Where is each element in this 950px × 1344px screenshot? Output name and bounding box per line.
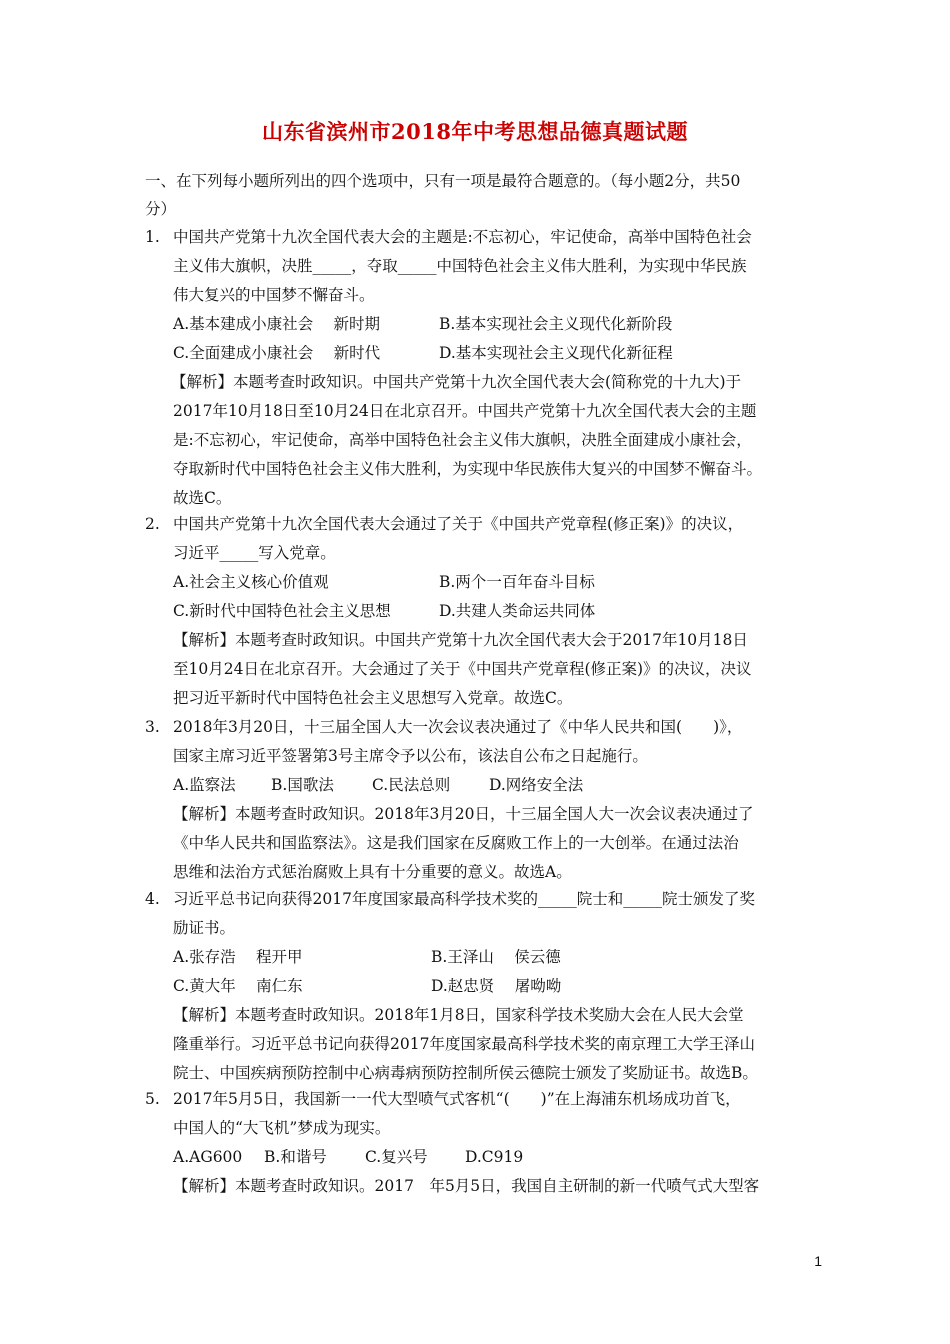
options-row: [173, 339, 817, 368]
page-number: 1: [814, 1253, 822, 1269]
analysis-line: 隆重举行。习近平总书记向获得2017年度国家最高科学技术奖的南京理工大学王泽山: [173, 1035, 755, 1053]
option-c[interactable]: C.复兴号: [365, 1148, 428, 1166]
analysis-line: 至10月24日在北京召开。大会通过了关于《中国共产党章程(修正案)》的决议，决议: [173, 660, 752, 678]
option-a[interactable]: A.社会主义核心价值观: [173, 573, 329, 591]
options-row: [173, 597, 817, 626]
option-c[interactable]: C.黄大年 南仁东: [173, 977, 303, 995]
question-stem-line: 伟大复兴的中国梦不懈奋斗。: [173, 286, 375, 304]
option-c[interactable]: C.新时代中国特色社会主义思想: [173, 602, 391, 620]
option-d[interactable]: D.网络安全法: [489, 776, 584, 794]
option-a[interactable]: A.基本建成小康社会 新时期: [173, 315, 381, 333]
option-c[interactable]: C.全面建成小康社会 新时代: [173, 344, 381, 362]
question-number: 1.: [145, 228, 160, 246]
question-number: 5.: [145, 1090, 160, 1108]
section-line-2: 分）: [145, 200, 177, 218]
option-b[interactable]: B.和谐号: [264, 1148, 327, 1166]
option-b[interactable]: B.国歌法: [271, 776, 334, 794]
question-stem-line: 国家主席习近平签署第3号主席令予以公布，该法自公布之日起施行。: [173, 747, 648, 765]
analysis-line: 故选C。: [173, 489, 232, 507]
analysis-line: 思维和法治方式惩治腐败上具有十分重要的意义。故选A。: [173, 863, 572, 881]
options-row: [173, 568, 817, 597]
analysis-line: 【解析】本题考查时政知识。2018年3月20日，十三届全国人大一次会议表决通过了: [173, 805, 754, 823]
question-stem-line: 习近平总书记向获得2017年度国家最高科学技术奖的_____院士和_____院士颁发了奖: [173, 890, 755, 908]
analysis-line: 《中华人民共和国监察法》。这是我们国家在反腐败工作上的一大创举。在通过法治: [173, 834, 739, 852]
option-d[interactable]: D.基本实现社会主义现代化新征程: [439, 344, 673, 362]
question-stem-line: 中国共产党第十九次全国代表大会的主题是:不忘初心，牢记使命，高举中国特色社会: [173, 228, 752, 246]
analysis-line: 把习近平新时代中国特色社会主义思想写入党章。故选C。: [173, 689, 573, 707]
option-a[interactable]: A.张存浩 程开甲: [173, 948, 303, 966]
option-c[interactable]: C.民法总则: [372, 776, 451, 794]
question-stem-line: 2017年5月5日，我国新一一代大型喷气式客机“( )”在上海浦东机场成功首飞，: [173, 1090, 741, 1108]
question-stem-line: 主义伟大旗帜，决胜_____，夺取_____中国特色社会主义伟大胜利，为实现中华民族: [173, 257, 747, 275]
question-stem-line: 中国共产党第十九次全国代表大会通过了关于《中国共产党章程(修正案)》的决议，: [173, 515, 744, 533]
analysis-line: 夺取新时代中国特色社会主义伟大胜利，为实现中华民族伟大复兴的中国梦不懈奋斗。: [173, 460, 763, 478]
analysis-line: 【解析】本题考查时政知识。2017 年5月5日，我国自主研制的新一代喷气式大型客: [173, 1177, 760, 1195]
option-b[interactable]: B.两个一百年奋斗目标: [439, 573, 595, 591]
question-stem-line: 中国人的“大飞机”梦成为现实。: [173, 1119, 391, 1137]
option-d[interactable]: D.赵忠贤 屠呦呦: [431, 977, 562, 995]
option-a[interactable]: A.监察法: [173, 776, 236, 794]
option-a[interactable]: A.AG600: [173, 1148, 243, 1166]
analysis-line: 【解析】本题考查时政知识。2018年1月8日，国家科学技术奖励大会在人民大会堂: [173, 1006, 744, 1024]
page-title: 山东省滨州市2018年中考思想品德真题试题: [262, 119, 688, 144]
analysis-line: 院士、中国疾病预防控制中心病毒病预防控制所侯云德院士颁发了奖励证书。故选B。: [173, 1064, 758, 1082]
section-instructions: [145, 167, 817, 223]
section-line-1: 一、在下列每小题所列出的四个选项中，只有一项是最符合题意的。（每小题2分，共50: [145, 172, 741, 190]
options-row: [173, 943, 817, 972]
option-d[interactable]: D.C919: [465, 1148, 524, 1166]
options-row: [173, 771, 817, 800]
question-stem-line: 励证书。: [173, 919, 236, 937]
option-b[interactable]: B.王泽山 侯云德: [431, 948, 561, 966]
options-row: [173, 972, 817, 1001]
option-b[interactable]: B.基本实现社会主义现代化新阶段: [439, 315, 673, 333]
options-row: [173, 1143, 817, 1172]
analysis-line: 【解析】本题考查时政知识。中国共产党第十九次全国代表大会(简称党的十九大)于: [171, 373, 742, 391]
question-number: 2.: [145, 515, 160, 533]
analysis-line: 2017年10月18日至10月24日在北京召开。中国共产党第十九次全国代表大会的主题: [173, 402, 757, 420]
question-stem-line: 2018年3月20日，十三届全国人大一次会议表决通过了《中华人民共和国( )》，: [173, 718, 743, 736]
question-number: 3.: [145, 718, 160, 736]
analysis-line: 是:不忘初心，牢记使命，高举中国特色社会主义伟大旗帜，决胜全面建成小康社会，: [173, 431, 752, 449]
options-row: [173, 310, 817, 339]
analysis-line: 【解析】本题考查时政知识。中国共产党第十九次全国代表大会于2017年10月18日: [173, 631, 748, 649]
question-stem-line: 习近平_____写入党章。: [173, 544, 336, 562]
option-d[interactable]: D.共建人类命运共同体: [439, 602, 596, 620]
question-number: 4.: [145, 890, 160, 908]
